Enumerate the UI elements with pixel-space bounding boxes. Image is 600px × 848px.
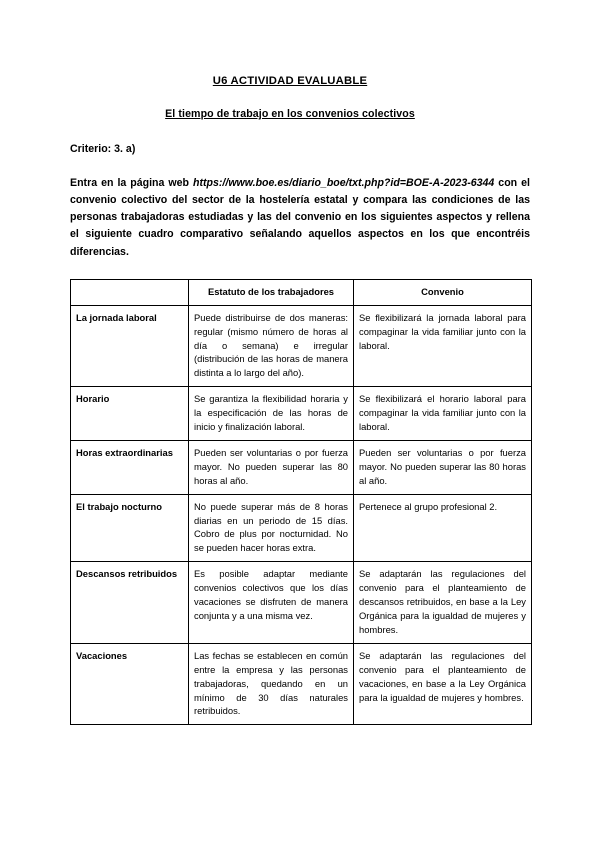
row-aspect-label: Horas extraordinarias (71, 440, 189, 494)
row-convenio-text: Se flexibilizará la jornada laboral para compaginar la vida familiar junto con la laboral. (354, 305, 532, 387)
criterio-label: Criterio: 3. a) (70, 143, 136, 155)
row-convenio-text: Se adaptarán las regulaciones del convenio para el planteamiento de vacaciones, en base a la Ley Orgánica para la igualdad de mujeres y hombres. (354, 643, 532, 725)
row-statute-text: Puede distribuirse de dos maneras: regular (mismo número de horas al día o semana) e irregular (distribución de las horas de manera distinta a lo largo del año). (189, 305, 354, 387)
page-subtitle: El tiempo de trabajo en los convenios colectivos (165, 108, 415, 120)
comparison-table (70, 279, 532, 726)
row-convenio-text: Se flexibilizará el horario laboral para compaginar la vida familiar junto con la laboral. (354, 387, 532, 441)
row-statute-text: Las fechas se establecen en común entre la empresa y las personas trabajadoras, quedando en un mínimo de 30 días naturales retribuidos. (189, 643, 354, 725)
table-row (71, 562, 532, 644)
intro-text-before-url: Entra en la página web (70, 177, 194, 189)
row-aspect-label: Descansos retribuidos (71, 562, 189, 644)
column-header-statute: Estatuto de los trabajadores (189, 279, 354, 305)
row-aspect-label: Vacaciones (71, 643, 189, 725)
table-row (71, 387, 532, 441)
table-header-row (71, 279, 532, 305)
row-convenio-text: Pueden ser voluntarias o por fuerza mayor. No pueden superar las 80 horas al año. (354, 440, 532, 494)
row-statute-text: Se garantiza la flexibilidad horaria y la especificación de las horas de inicio y finalización laboral. (189, 387, 354, 441)
row-convenio-text: Se adaptarán las regulaciones del convenio para el planteamiento de descansos retribuidos, en base a la Ley Orgánica para la igualdad de mujeres y hombres. (354, 562, 532, 644)
column-header-aspect (71, 279, 189, 305)
intro-text-after-url: con el convenio colectivo del sector de la hostelería estatal y compara las condiciones de las personas trabajadoras estudiadas y las del convenio en los siguientes aspectos y rellena el siguiente cuadro comparativo señalando aquellos aspectos en los que encontréis diferencias. (70, 177, 530, 258)
row-aspect-label: Horario (71, 387, 189, 441)
row-statute-text: Es posible adaptar mediante convenios colectivos que los días vacaciones se disfruten de manera conjunta y a una misma vez. (189, 562, 354, 644)
page-title: U6 ACTIVIDAD EVALUABLE (212, 75, 368, 87)
intro-paragraph (70, 175, 538, 261)
table-row (71, 494, 532, 562)
table-row (71, 643, 532, 725)
row-statute-text: No puede superar más de 8 horas diarias en un periodo de 15 días. Cobro de plus por nocturnidad. No se pueden hacer horas extra. (189, 494, 354, 562)
row-aspect-label: La jornada laboral (71, 305, 189, 387)
row-convenio-text: Pertenece al grupo profesional 2. (354, 494, 532, 562)
table-body (71, 305, 532, 725)
table-header (71, 279, 532, 305)
boe-url-link[interactable]: https://www.boe.es/diario_boe/txt.php?id=BOE-A-2023-6344 (193, 177, 495, 189)
table-row (71, 305, 532, 387)
column-header-convenio: Convenio (354, 279, 532, 305)
row-statute-text: Pueden ser voluntarias o por fuerza mayor. No pueden superar las 80 horas al año. (189, 440, 354, 494)
row-aspect-label: El trabajo nocturno (71, 494, 189, 562)
table-row (71, 440, 532, 494)
